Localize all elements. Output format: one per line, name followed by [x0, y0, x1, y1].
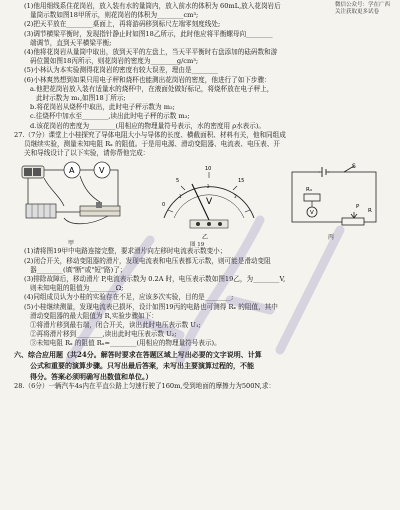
figure-19 [14, 160, 390, 249]
circuit-photo-figure [20, 160, 128, 238]
section-6-line: 得分。答案必须明确写出数值和单位。） [30, 371, 153, 381]
q28-line: 28.（6分）一辆汽车4s内在平直公路上匀速行驶了160m,受到地面的摩擦力为500N,求： [14, 381, 276, 390]
q26-line: d.该花岗岩的密度为________(用相应的物理量符号表示，水的密度用 ρ水表示)。 [30, 121, 266, 130]
q26-line: 码位置如图18丙所示，则花岗岩的密度为________g/cm³; [30, 57, 199, 66]
q27-line: 27.（7分）课堂上小桂探究了导体电阻大小与导体的长度、横截面积、材料有关，他和同组成 [14, 130, 286, 139]
q26-line: (4)他将花岗岩从量筒中取出，放到天平的左盘上，当天平平衡时右盘添加的砝码数和游 [24, 48, 278, 57]
svg-text:15: 15 [238, 178, 245, 185]
q27-line: 关和导线设计了以下实验，请你帮他完成： [24, 149, 150, 158]
svg-text:V: V [99, 166, 105, 176]
q26-line: (2)把天平放在________桌面上，再将游码移到标尺左端零刻度线处; [24, 20, 221, 29]
q27-step: (2)闭合开关，移动变阻器的滑片，发现电流表和电压表都无示数，则可能是滑动变阻 [24, 256, 271, 265]
section-6-line: 公式和重要的演算步骤。只写出最后答案，未写出主要演算过程的，不能 [30, 360, 254, 370]
voltmeter-dial-figure [154, 160, 264, 232]
q27-step: (5)小桂继续测量，发现电流表已损坏，设计如图19丙的电路也可测得 Rₓ 的阻值，其中 [24, 302, 278, 311]
q26-line: c.往烧杯中加水至________,读出此时电子秤的示数 m₃; [30, 112, 190, 121]
svg-text:Rₓ: Rₓ [306, 187, 313, 194]
q26-line: (1)他用细线系住花岗岩，放入装有水的量筒内，放入前水的体积为 60mL,放入花岗岩后 [24, 2, 281, 10]
q27-step: (3)排除故障后，移动滑片 P,电流表示数为 0.2A 时，电压表示数如图19乙，为________V, [24, 275, 286, 284]
question-27 [14, 131, 390, 349]
q27-step: (1)请将图19甲中电路连接完整，要求滑片向左移时电流表示数变小； [24, 247, 227, 256]
q26-line: (3)调节横梁平衡时，发现指针静止时如图18乙所示，此时他应将平衡螺母向________ [24, 29, 273, 38]
svg-text:0: 0 [162, 202, 166, 209]
figure-label-b: 乙 [202, 234, 209, 242]
q26-line: a.他把花岗岩放入装有适量水的烧杯中，在液面处做好标记，将烧杯放在电子秤上， [30, 84, 274, 93]
q26-line: (6)小林爽然想到如果只用电子秤和烧杯也能测出花岗岩的密度，他进行了如下步骤： [24, 75, 271, 84]
watermark-line-1: 微信公众号：学在广西 [334, 2, 390, 8]
q27-step: ②再将滑片移到________,读出此时电压表示数 U₂; [30, 330, 177, 339]
watermark-line-2: 关注获取更多试卷 [334, 9, 379, 15]
svg-text:2: 2 [207, 184, 210, 190]
svg-text:10: 10 [205, 166, 212, 173]
svg-text:V: V [310, 210, 314, 217]
figure-label-c: 丙 [328, 234, 335, 242]
question-28 [14, 382, 390, 391]
svg-text:P: P [356, 204, 360, 211]
section-6 [14, 350, 390, 382]
question-26 [14, 2, 390, 131]
svg-text:1: 1 [179, 194, 182, 200]
figure-caption: 图 19 [190, 242, 205, 249]
q26-line: 端调节，直到天平横梁平衡; [30, 38, 112, 47]
svg-text:3: 3 [234, 194, 237, 200]
svg-text:V: V [206, 197, 213, 208]
q27-step: ①将滑片移到最右端，闭合开关，读出此时电压表示数 U₁; [30, 321, 201, 330]
q27-step: (4)同组成员认为小桂的实验存在不足，应该多次实验，目的是________; [24, 293, 234, 302]
q27-step: 则未知电阻的阻值为________Ω; [30, 284, 124, 293]
q27-step: 滑动变阻器的最大阻值为 R,实验步骤如下： [30, 311, 158, 320]
q26-line: b.将花岗岩从烧杯中取出，此时电子秤示数为 m₂; [30, 103, 175, 112]
q27-line: 员继续实验，测量未知电阻 Rₓ 的阻值。于是用电源、滑动变阻器、电流表、电压表、开 [24, 140, 280, 149]
schematic-figure [282, 160, 386, 232]
q27-step: ③未知电阻 Rₓ 的阻值 Rₓ=________(用相应的物理量符号表示)。 [30, 339, 221, 348]
svg-text:5: 5 [176, 178, 180, 185]
svg-text:R: R [368, 208, 372, 215]
q26-line: 量筒示数如图18甲所示，则花岗岩的体积为________cm³; [30, 11, 199, 20]
svg-text:A: A [69, 166, 75, 176]
q26-line: 此时示数为 m₁,如图18丁所示; [36, 94, 126, 103]
q27-step: 器________(填"断"或"短"路)了； [30, 265, 127, 274]
svg-text:S: S [352, 163, 356, 171]
watermark [335, 2, 390, 16]
q26-line: (5)小林认为本实验测得花岗岩的密度有较大误差，理由是________ [24, 66, 218, 75]
figure-label-a: 甲 [68, 240, 75, 248]
section-6-title: 六、综合应用题（共24分。解答时要求在答题区域上写出必要的文字说明、计算 [14, 349, 262, 359]
